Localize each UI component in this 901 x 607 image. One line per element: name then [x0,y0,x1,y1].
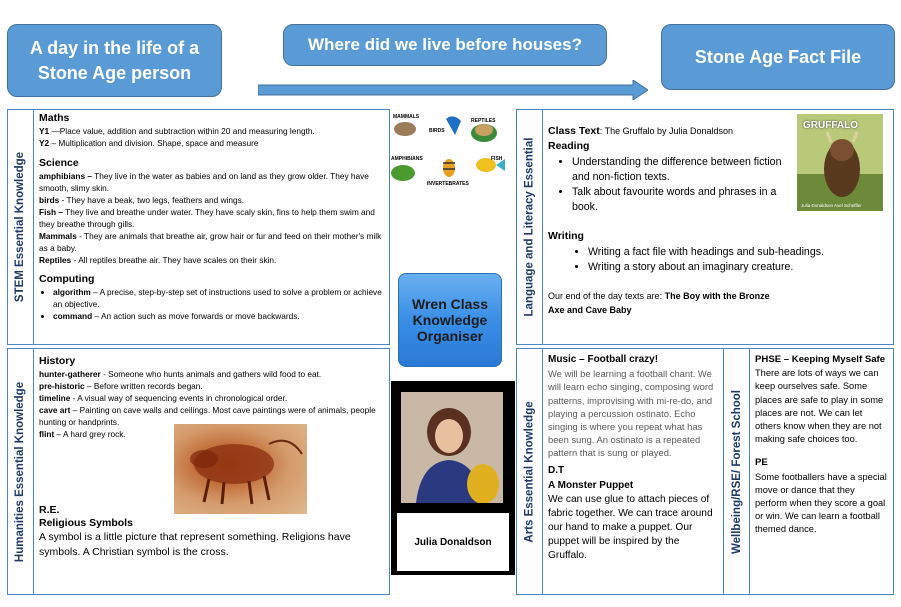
maths-y1: Y1 —Place value, addition and subtraction within 20 and measuring length. [39,126,315,136]
history-item: cave art – Painting on cave walls and ceilings. Most cave paintings were of animals, people hunting or handprints. [39,405,376,427]
wellbeing-box [723,348,894,595]
arts-side-label: Arts Essential Knowledge [517,349,543,594]
label-invertebrates: INVERTEBRATES [427,181,469,187]
arts-box [516,348,724,595]
re-title: R.E. [39,504,60,516]
header-fact-file: Stone Age Fact File [661,24,895,90]
animal-classification-image [391,111,511,191]
humanities-side-label: Humanities Essential Knowledge [8,349,34,594]
re-subtitle: Religious Symbols [39,517,133,529]
music-title: Music – Football crazy! [548,354,659,365]
maths-title: Maths [39,112,70,124]
music-text: We will be learning a football chant. We will learn echo singing, composing word patterns, improvising with mi-re-do, and playing a percussion ostinato. Echo singing is where you repeat what has been sung. An ostinato is a repeated pattern that is sung or played. [548,368,714,459]
header-day-in-life: A day in the life of a Stone Age person [7,24,222,97]
author-photo [401,392,503,503]
reading-title: Reading [548,140,590,152]
phse-title: PHSE – Keeping Myself Safe [755,354,886,365]
author-photo-caption: Julia Donaldson [397,513,509,571]
phse-text: There are lots of ways we can keep ourselves safe. Some places are safe to play in some places are not. We can let others know when they are not making safe choices too. [755,368,884,445]
language-side-label: Language and Literacy Essential [517,110,543,344]
dt-title: D.T [548,464,565,476]
cave-painting-image [174,424,307,514]
re-text: A symbol is a little picture that represent something. Religions have symbols. A Christian symbol is the cross. [39,531,351,558]
history-item: timeline - A visual way of sequencing events in chronological order. [39,393,288,403]
science-item: amphibians – They live in the water as babies and on land as they grow older. They have smooth, slimy skin. [39,171,369,193]
reading-item: • Understanding the difference between fiction and non-fiction texts. [572,155,795,185]
label-mammals: MAMMALS [393,114,420,120]
label-amphibians: AMPHIBIANS [391,156,423,162]
wellbeing-side-label: Wellbeing/RSE/ Forest School [724,349,750,594]
label-fish: FISH [491,156,503,162]
gruffalo-cover-image [797,114,883,211]
gruffalo-cover-credits: Julia Donaldson Axel Scheffler [801,203,862,208]
science-item: Mammals - They are animals that breathe air, grow hair or fur and feed on their mother's milk as a baby. [39,231,382,253]
computing-item: • algorithm – A precise, step-by-step set of instructions used to solve a problem or achieve an objective. [53,286,383,310]
arrow-connector [258,80,648,100]
science-item: Fish – They live and breathe under water. They have scaly skin, fins to help them swim and they breathe through gills. [39,207,375,229]
dt-subtitle: A Monster Puppet [548,479,634,491]
class-text: Class Text: The Gruffalo by Julia Donaldson [548,125,733,137]
writing-item: • Writing a fact file with headings and sub-headings. [588,245,887,260]
dt-text: We can use glue to attach pieces of fabric together. We can trace around our hand to make a puppet. Our puppet will be inspired by the Gruffalo. [548,494,713,562]
history-item: hunter-gatherer - Someone who hunts animals and gathers wild food to eat. [39,369,322,379]
stem-side-label: STEM Essential Knowledge [8,110,34,344]
stem-box [7,109,390,345]
maths-y2: Y2 – Multiplication and division. Shape, space and measure [39,138,259,148]
computing-title: Computing [39,273,95,285]
label-reptiles: REPTILES [471,118,496,124]
author-photo-frame [391,381,515,575]
pe-text: Some footballers have a special move or dance that they perform when they score a goal or win. We can learn a football themed dance. [755,471,887,535]
writing-title: Writing [548,230,584,242]
end-of-day-texts: Our end of the day texts are: The Boy with the Bronze Axe and Cave Baby [548,291,770,315]
science-title: Science [39,157,79,169]
computing-item: • command – An action such as move forwards or move backwards. [53,310,383,322]
history-title: History [39,355,76,367]
wren-class-title: Wren Class Knowledge Organiser [398,273,502,367]
science-item: Reptiles - All reptiles breathe air. They have scales on their skin. [39,255,277,265]
science-item: birds - They have a beak, two legs, feathers and wings. [39,195,245,205]
history-item: pre-historic – Before written records began. [39,381,203,391]
header-where-did-we-live: Where did we live before houses? [283,24,607,66]
history-item: flint – A hard grey rock. [39,429,126,439]
writing-item: • Writing a story about an imaginary creature. [588,260,887,275]
pe-title: PE [755,457,768,469]
reading-item: • Talk about favourite words and phrases in a book. [572,185,795,215]
label-birds: BIRDS [429,128,445,134]
gruffalo-cover-title: GRUFFALO [803,120,858,131]
